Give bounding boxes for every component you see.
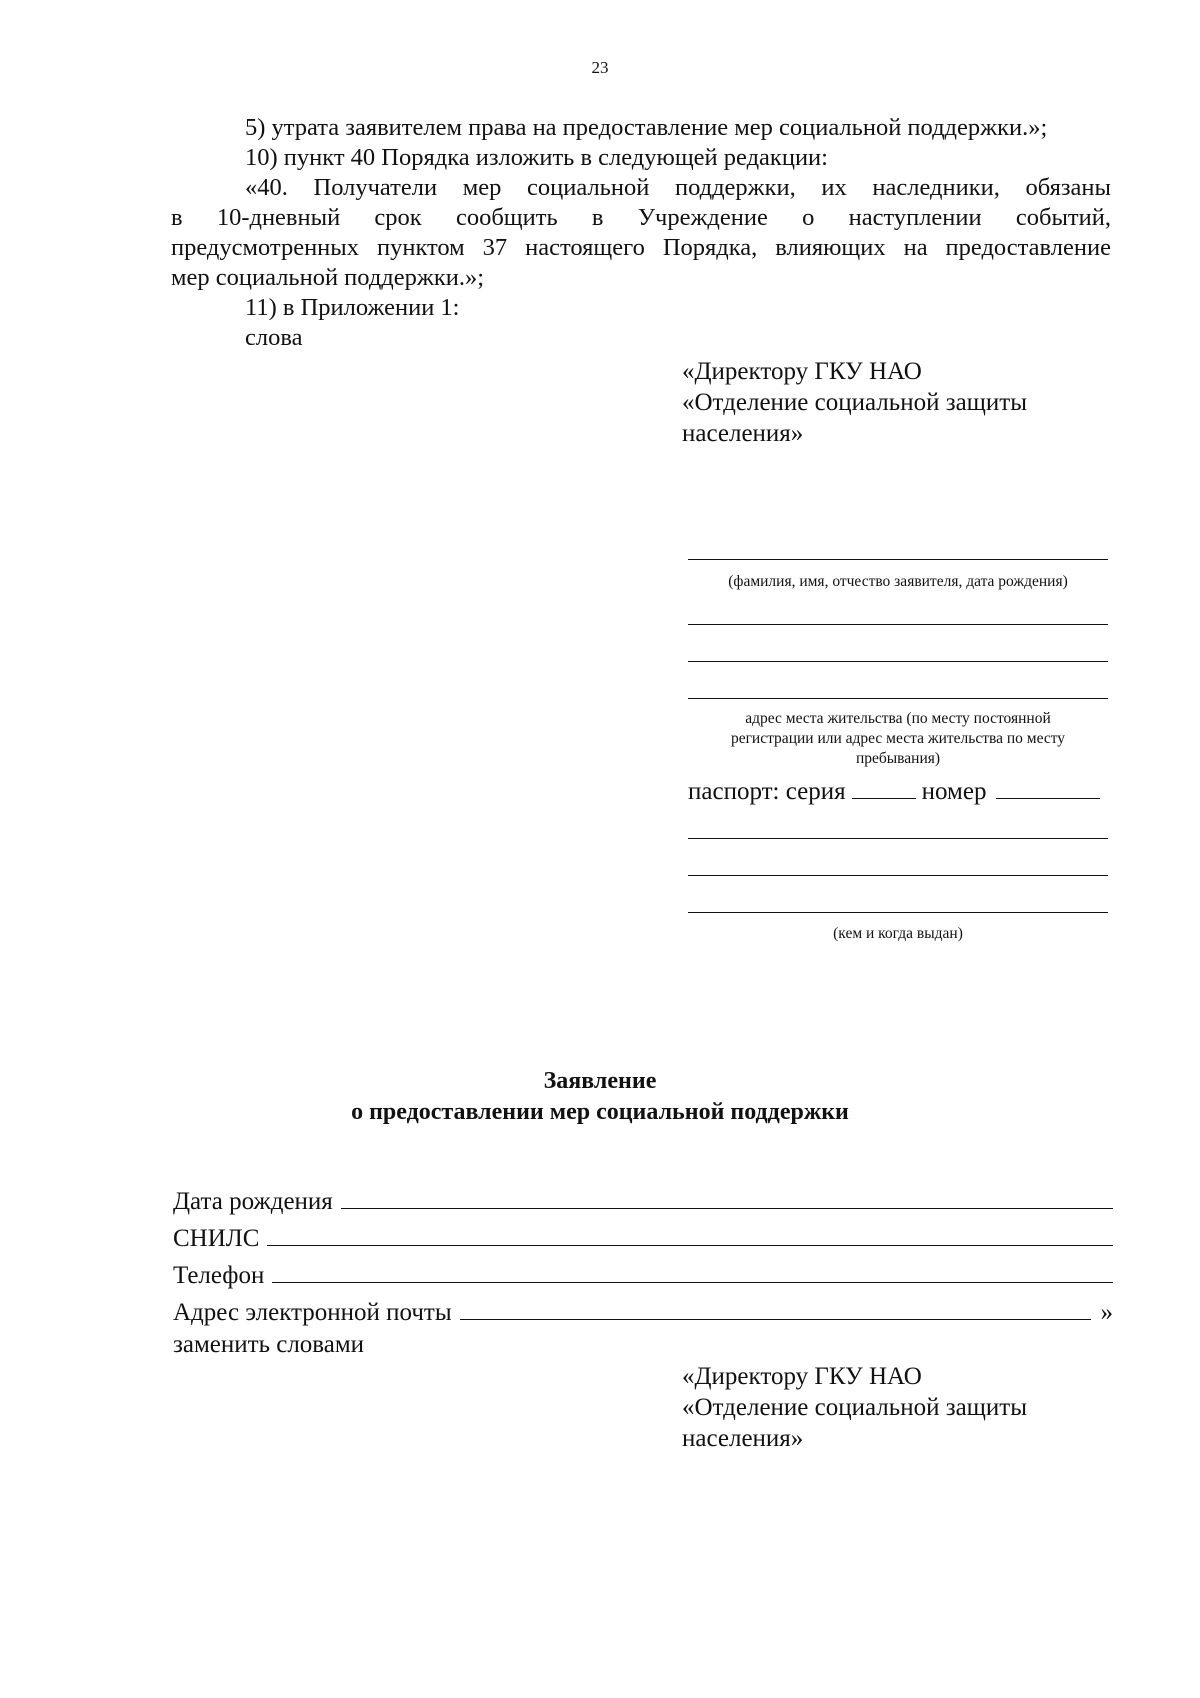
birth-date-blank <box>341 1186 1113 1209</box>
statement-title-line-2: о предоставлении мер социальной поддержки <box>351 1099 849 1125</box>
addressee-line-3: населения» <box>682 420 804 447</box>
closing-quote: » <box>1100 1299 1113 1326</box>
paragraph-40-line-1: «40. Получатели мер социальной поддержки, их наследники, обязаны <box>245 174 1111 201</box>
applicant-fields <box>173 1186 1113 1334</box>
addressee-block <box>682 356 1027 449</box>
applicant-caption: (фамилия, имя, отчество заявителя, дата рождения) <box>728 573 1068 590</box>
paragraph-item-10: 10) пункт 40 Порядка изложить в следующей редакции: <box>245 144 828 171</box>
body-text <box>171 113 1111 353</box>
page-number: 23 <box>591 58 609 77</box>
address-line-3 <box>688 698 1108 699</box>
passport-series-label: паспорт: серия <box>688 778 846 805</box>
passport-issued-line-2 <box>688 875 1108 876</box>
statement-title <box>0 1066 1200 1128</box>
residence-caption <box>688 709 1108 769</box>
applicant-name-line <box>688 559 1108 560</box>
snils-blank <box>267 1223 1113 1246</box>
snils-row <box>173 1223 1113 1260</box>
addressee2-line-1: «Директору ГКУ НАО <box>682 1363 922 1390</box>
residence-caption-line-1: адрес места жительства (по месту постоянной <box>745 710 1051 727</box>
paragraph-words: слова <box>245 324 303 351</box>
paragraph-40-line-2: в 10-дневный срок сообщить в Учреждение о наступлении событий, <box>171 204 1111 231</box>
email-blank <box>460 1297 1091 1320</box>
birth-date-row <box>173 1186 1113 1223</box>
passport-row <box>688 776 1108 808</box>
addressee-line-1: «Директору ГКУ НАО <box>682 358 922 385</box>
passport-issued-line-1 <box>688 838 1108 839</box>
address-line-1 <box>688 624 1108 625</box>
snils-label: СНИЛС <box>173 1225 260 1252</box>
address-line-2 <box>688 661 1108 662</box>
birth-date-label: Дата рождения <box>173 1188 333 1215</box>
issued-caption: (кем и когда выдан) <box>833 925 963 942</box>
passport-number-blank <box>996 778 1100 799</box>
statement-title-line-1: Заявление <box>543 1068 657 1094</box>
email-row <box>173 1297 1113 1334</box>
residence-caption-line-3: пребывания) <box>855 750 941 767</box>
addressee2-line-2: «Отделение социальной защиты <box>682 1394 1028 1421</box>
phone-row <box>173 1260 1113 1297</box>
replace-with-words: заменить словами <box>173 1331 365 1358</box>
paragraph-item-11: 11) в Приложении 1: <box>245 294 460 321</box>
paragraph-40-line-4: мер социальной поддержки.»; <box>171 264 485 291</box>
addressee-block-2 <box>682 1361 1027 1454</box>
phone-blank <box>272 1260 1113 1283</box>
email-label: Адрес электронной почты <box>173 1299 452 1326</box>
phone-label: Телефон <box>173 1262 265 1289</box>
addressee2-line-3: населения» <box>682 1425 804 1452</box>
addressee-line-2: «Отделение социальной защиты <box>682 389 1028 416</box>
passport-issued-line-3 <box>688 912 1108 913</box>
paragraph-40-line-3: предусмотренных пунктом 37 настоящего Порядка, влияющих на предоставление <box>171 234 1111 261</box>
passport-series-blank <box>852 778 916 799</box>
paragraph-item-5: 5) утрата заявителем права на предоставление мер социальной поддержки.»; <box>245 114 1048 141</box>
residence-caption-line-2: регистрации или адрес места жительства по месту <box>730 730 1066 747</box>
passport-number-label: номер <box>921 778 987 805</box>
